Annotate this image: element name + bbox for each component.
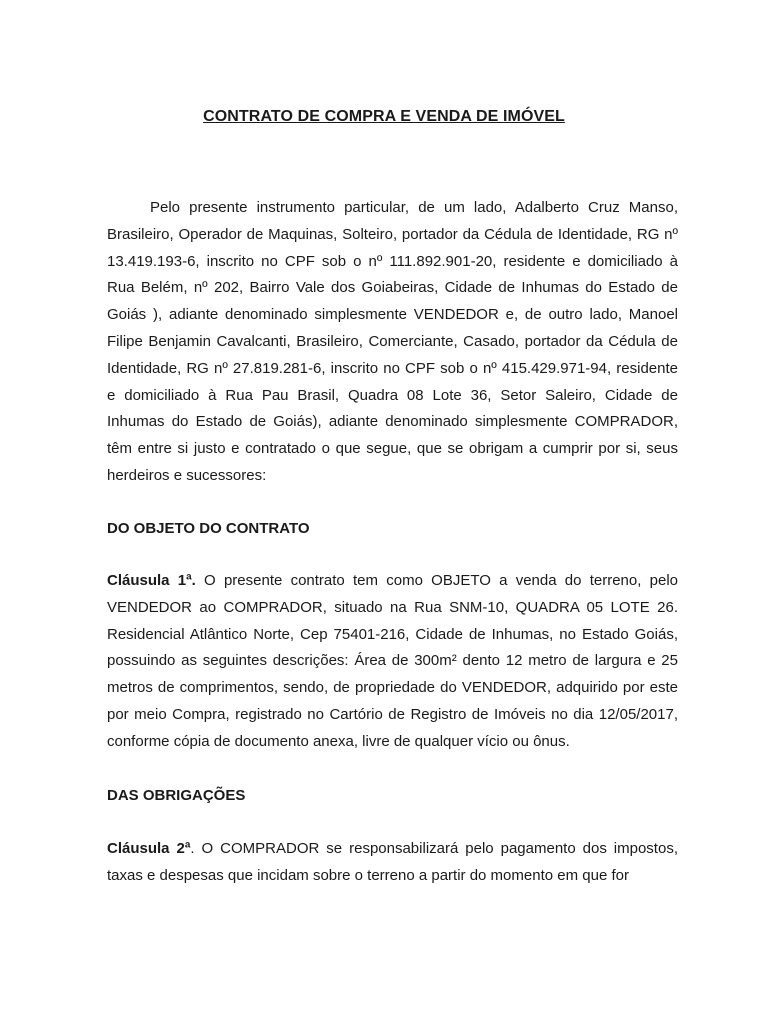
contract-title: CONTRATO DE COMPRA E VENDA DE IMÓVEL — [203, 108, 565, 125]
clause-1-text: O presente contrato tem como OBJETO a venda do terreno, pelo VENDEDOR ao COMPRADOR, situado na Rua SNM-10, QUADRA 05 LOTE 26. Residencial Atlântico Norte, Cep 75401-216, Cidade de Inhumas, no Estado Goiás, possuindo as seguintes descrições: Área de 300m² dento 12 metro de largura e 25 metros de comprimentos, sendo, de propriedade do VENDEDOR, adquirido por este por meio Compra, registrado no Cartório de Registro de Imóveis no dia 12/05/2017, conforme cópia de documento anexa, livre de qualquer vício ou ônus. — [107, 572, 678, 750]
clause-2-label: Cláusula 2ª — [107, 840, 191, 857]
section-heading-obrigacoes: DAS OBRIGAÇÕES — [107, 787, 246, 804]
clause-2-text: . O COMPRADOR se responsabilizará pelo pagamento dos impostos, taxas e despesas que incidam sobre o terreno a partir do momento em que for — [107, 840, 678, 884]
clause-2-paragraph — [107, 836, 678, 890]
section-heading-objeto: DO OBJETO DO CONTRATO — [107, 520, 310, 537]
clause-1-label: Cláusula 1ª. — [107, 572, 196, 589]
intro-paragraph: Pelo presente instrumento particular, de um lado, Adalberto Cruz Manso, Brasileiro, Operador de Maquinas, Solteiro, portador da Cédula de Identidade, RG nº 13.419.193-6, inscrito no CPF sob o nº 111.892.901-20, residente e domiciliado à Rua Belém, nº 202, Bairro Vale dos Goiabeiras, Cidade de Inhumas do Estado de Goiás ), adiante denominado simplesmente VENDEDOR e, de outro lado, Manoel Filipe Benjamin Cavalcanti, Brasileiro, Comerciante, Casado, portador da Cédula de Identidade, RG nº 27.819.281-6, inscrito no CPF sob o nº 415.429.971-94, residente e domiciliado à Rua Pau Brasil, Quadra 08 Lote 36, Setor Saleiro, Cidade de Inhumas do Estado de Goiás), adiante denominado simplesmente COMPRADOR, têm entre si justo e contratado o que segue, que se obrigam a cumprir por si, seus herdeiros e sucessores: — [107, 199, 678, 484]
clause-1-paragraph — [107, 568, 678, 756]
